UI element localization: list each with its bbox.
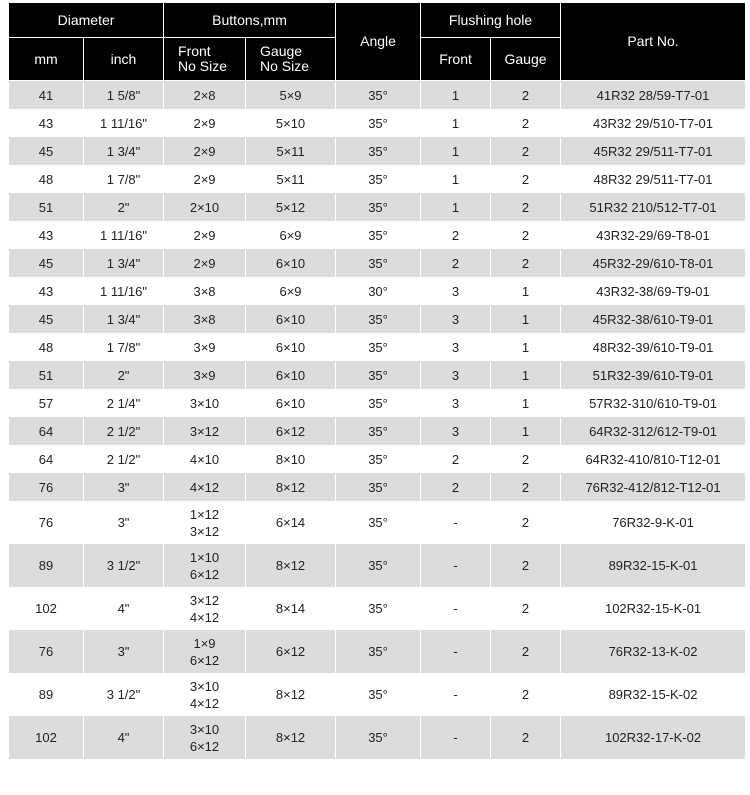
cell-mm: 45	[9, 305, 84, 333]
front-size-line: 6×12	[189, 738, 220, 754]
cell-mm: 102	[9, 587, 84, 630]
front-size-line: 2×8	[193, 87, 216, 103]
front-size-line: 3×12	[189, 592, 220, 608]
cell-front	[164, 81, 246, 110]
cell-angle: 35°	[336, 587, 421, 630]
cell-part-no: 45R32-38/610-T9-01	[561, 305, 746, 333]
front-size-line: 2×10	[189, 199, 220, 215]
front-size-line: 2×9	[193, 227, 216, 243]
front-size-line: 6×12	[189, 652, 220, 668]
cell-inch: 1 3/4"	[84, 249, 164, 277]
cell-part-no: 51R32 210/512-T7-01	[561, 193, 746, 221]
cell-front	[164, 673, 246, 716]
cell-gauge: 6×10	[246, 361, 336, 389]
cell-part-no: 64R32-312/612-T9-01	[561, 417, 746, 445]
table-row	[9, 630, 746, 673]
cell-mm: 51	[9, 361, 84, 389]
cell-mm: 43	[9, 221, 84, 249]
cell-flush-gauge: 2	[491, 221, 561, 249]
cell-inch: 1 3/4"	[84, 305, 164, 333]
cell-flush-gauge: 2	[491, 445, 561, 473]
cell-front	[164, 249, 246, 277]
cell-flush-gauge: 2	[491, 630, 561, 673]
front-size-line: 4×12	[189, 609, 220, 625]
cell-angle: 35°	[336, 417, 421, 445]
cell-mm: 57	[9, 389, 84, 417]
header-buttons: Buttons,mm	[164, 3, 336, 38]
cell-flush-gauge: 2	[491, 501, 561, 544]
cell-flush-front: 3	[421, 389, 491, 417]
cell-mm: 64	[9, 445, 84, 473]
cell-front	[164, 109, 246, 137]
cell-inch: 2 1/2"	[84, 445, 164, 473]
table-row	[9, 544, 746, 587]
cell-flush-gauge: 2	[491, 137, 561, 165]
cell-inch: 1 11/16"	[84, 277, 164, 305]
cell-part-no: 89R32-15-K-01	[561, 544, 746, 587]
cell-mm: 64	[9, 417, 84, 445]
cell-flush-front: 1	[421, 193, 491, 221]
cell-flush-gauge: 1	[491, 361, 561, 389]
header-inch: inch	[84, 38, 164, 81]
cell-angle: 35°	[336, 445, 421, 473]
cell-flush-front: 3	[421, 417, 491, 445]
cell-front	[164, 445, 246, 473]
front-size-line: 3×10	[189, 395, 220, 411]
cell-inch: 2 1/4"	[84, 389, 164, 417]
cell-gauge: 6×10	[246, 333, 336, 361]
cell-gauge: 6×10	[246, 389, 336, 417]
cell-angle: 35°	[336, 544, 421, 587]
cell-part-no: 43R32-38/69-T9-01	[561, 277, 746, 305]
cell-mm: 48	[9, 333, 84, 361]
cell-angle: 35°	[336, 673, 421, 716]
table-row	[9, 193, 746, 221]
cell-flush-gauge: 2	[491, 473, 561, 501]
cell-inch: 3 1/2"	[84, 673, 164, 716]
cell-flush-front: 1	[421, 81, 491, 110]
spec-table-container	[8, 2, 745, 759]
cell-mm: 51	[9, 193, 84, 221]
table-row	[9, 445, 746, 473]
cell-gauge: 8×10	[246, 445, 336, 473]
table-row	[9, 673, 746, 716]
cell-inch: 2"	[84, 193, 164, 221]
cell-front	[164, 277, 246, 305]
spec-table	[8, 2, 746, 759]
cell-gauge: 6×12	[246, 417, 336, 445]
cell-mm: 89	[9, 673, 84, 716]
cell-front	[164, 333, 246, 361]
header-flush-front: Front	[421, 38, 491, 81]
cell-angle: 35°	[336, 473, 421, 501]
cell-inch: 3"	[84, 473, 164, 501]
cell-flush-front: -	[421, 673, 491, 716]
front-size-line: 3×12	[189, 423, 220, 439]
cell-flush-gauge: 2	[491, 81, 561, 110]
cell-inch: 1 7/8"	[84, 165, 164, 193]
cell-flush-front: 3	[421, 277, 491, 305]
cell-flush-front: 1	[421, 165, 491, 193]
header-flush-gauge: Gauge	[491, 38, 561, 81]
cell-inch: 1 5/8"	[84, 81, 164, 110]
cell-front	[164, 193, 246, 221]
cell-mm: 41	[9, 81, 84, 110]
front-size-line: 3×12	[189, 523, 220, 539]
cell-angle: 35°	[336, 361, 421, 389]
cell-front	[164, 221, 246, 249]
header-front-line1: Front	[178, 43, 211, 59]
cell-angle: 35°	[336, 81, 421, 110]
table-row	[9, 473, 746, 501]
front-size-line: 3×8	[193, 283, 216, 299]
table-row	[9, 305, 746, 333]
cell-flush-gauge: 1	[491, 389, 561, 417]
cell-flush-front: 3	[421, 361, 491, 389]
cell-front	[164, 417, 246, 445]
front-size-line: 4×10	[189, 451, 220, 467]
cell-flush-gauge: 2	[491, 249, 561, 277]
cell-part-no: 102R32-15-K-01	[561, 587, 746, 630]
table-row	[9, 501, 746, 544]
cell-flush-front: -	[421, 716, 491, 759]
front-size-line: 4×12	[189, 695, 220, 711]
front-size-line: 2×9	[193, 115, 216, 131]
cell-flush-front: 1	[421, 137, 491, 165]
cell-front	[164, 361, 246, 389]
cell-part-no: 51R32-39/610-T9-01	[561, 361, 746, 389]
cell-gauge: 8×12	[246, 473, 336, 501]
cell-flush-front: -	[421, 587, 491, 630]
table-row	[9, 81, 746, 110]
table-row	[9, 109, 746, 137]
cell-angle: 35°	[336, 165, 421, 193]
table-row	[9, 389, 746, 417]
cell-inch: 2"	[84, 361, 164, 389]
table-row	[9, 165, 746, 193]
table-header	[9, 3, 746, 81]
cell-mm: 45	[9, 137, 84, 165]
cell-part-no: 48R32 29/511-T7-01	[561, 165, 746, 193]
front-size-line: 3×10	[189, 678, 220, 694]
cell-gauge: 8×12	[246, 544, 336, 587]
cell-flush-gauge: 1	[491, 305, 561, 333]
cell-part-no: 76R32-9-K-01	[561, 501, 746, 544]
header-front-line2: No Size	[178, 58, 228, 74]
cell-flush-front: 2	[421, 249, 491, 277]
cell-inch: 1 11/16"	[84, 109, 164, 137]
cell-part-no: 64R32-410/810-T12-01	[561, 445, 746, 473]
cell-front	[164, 544, 246, 587]
cell-mm: 45	[9, 249, 84, 277]
cell-flush-gauge: 1	[491, 277, 561, 305]
cell-angle: 35°	[336, 109, 421, 137]
cell-part-no: 43R32 29/510-T7-01	[561, 109, 746, 137]
cell-gauge: 6×10	[246, 249, 336, 277]
cell-mm: 102	[9, 716, 84, 759]
cell-gauge: 6×9	[246, 221, 336, 249]
header-gauge-no-size	[246, 38, 336, 81]
cell-gauge: 6×9	[246, 277, 336, 305]
front-size-line: 1×10	[189, 549, 220, 565]
cell-inch: 4"	[84, 587, 164, 630]
cell-flush-front: -	[421, 501, 491, 544]
cell-flush-gauge: 1	[491, 417, 561, 445]
cell-flush-gauge: 2	[491, 193, 561, 221]
cell-part-no: 45R32 29/511-T7-01	[561, 137, 746, 165]
cell-flush-front: 1	[421, 109, 491, 137]
front-size-line: 4×12	[189, 479, 220, 495]
cell-angle: 35°	[336, 501, 421, 544]
cell-inch: 1 3/4"	[84, 137, 164, 165]
front-size-line: 1×9	[193, 635, 216, 651]
header-mm: mm	[9, 38, 84, 81]
cell-angle: 35°	[336, 249, 421, 277]
cell-angle: 30°	[336, 277, 421, 305]
header-diameter: Diameter	[9, 3, 164, 38]
front-size-line: 3×9	[193, 367, 216, 383]
header-part-no: Part No.	[561, 3, 746, 81]
cell-part-no: 48R32-39/610-T9-01	[561, 333, 746, 361]
cell-gauge: 5×9	[246, 81, 336, 110]
cell-front	[164, 165, 246, 193]
cell-inch: 4"	[84, 716, 164, 759]
cell-mm: 43	[9, 109, 84, 137]
cell-part-no: 57R32-310/610-T9-01	[561, 389, 746, 417]
table-row	[9, 333, 746, 361]
cell-gauge: 8×12	[246, 673, 336, 716]
cell-mm: 76	[9, 501, 84, 544]
cell-gauge: 5×11	[246, 165, 336, 193]
cell-part-no: 41R32 28/59-T7-01	[561, 81, 746, 110]
cell-front	[164, 630, 246, 673]
front-size-line: 3×9	[193, 339, 216, 355]
cell-flush-gauge: 2	[491, 109, 561, 137]
cell-mm: 48	[9, 165, 84, 193]
cell-flush-gauge: 2	[491, 716, 561, 759]
table-row	[9, 361, 746, 389]
cell-gauge: 5×10	[246, 109, 336, 137]
cell-mm: 76	[9, 473, 84, 501]
cell-front	[164, 137, 246, 165]
cell-flush-front: -	[421, 544, 491, 587]
table-row	[9, 716, 746, 759]
cell-front	[164, 587, 246, 630]
front-size-line: 3×10	[189, 721, 220, 737]
cell-flush-front: -	[421, 630, 491, 673]
cell-angle: 35°	[336, 389, 421, 417]
cell-flush-front: 2	[421, 221, 491, 249]
front-size-line: 2×9	[193, 143, 216, 159]
table-row	[9, 221, 746, 249]
cell-mm: 43	[9, 277, 84, 305]
header-angle: Angle	[336, 3, 421, 81]
front-size-line: 3×8	[193, 311, 216, 327]
cell-inch: 1 7/8"	[84, 333, 164, 361]
cell-front	[164, 389, 246, 417]
cell-inch: 2 1/2"	[84, 417, 164, 445]
table-row	[9, 277, 746, 305]
cell-flush-gauge: 2	[491, 587, 561, 630]
cell-front	[164, 305, 246, 333]
cell-front	[164, 716, 246, 759]
cell-flush-gauge: 2	[491, 673, 561, 716]
table-row	[9, 137, 746, 165]
front-size-line: 2×9	[193, 171, 216, 187]
cell-part-no: 89R32-15-K-02	[561, 673, 746, 716]
cell-part-no: 102R32-17-K-02	[561, 716, 746, 759]
header-front-no-size	[164, 38, 246, 81]
cell-gauge: 5×11	[246, 137, 336, 165]
cell-gauge: 8×12	[246, 716, 336, 759]
cell-flush-front: 2	[421, 473, 491, 501]
cell-part-no: 43R32-29/69-T8-01	[561, 221, 746, 249]
cell-angle: 35°	[336, 716, 421, 759]
header-gauge-line2: No Size	[260, 58, 310, 74]
cell-inch: 1 11/16"	[84, 221, 164, 249]
cell-front	[164, 473, 246, 501]
cell-flush-front: 2	[421, 445, 491, 473]
front-size-line: 1×12	[189, 506, 220, 522]
cell-flush-gauge: 2	[491, 165, 561, 193]
cell-angle: 35°	[336, 193, 421, 221]
table-row	[9, 417, 746, 445]
table-row	[9, 587, 746, 630]
cell-gauge: 5×12	[246, 193, 336, 221]
header-flushing-hole: Flushing hole	[421, 3, 561, 38]
cell-part-no: 76R32-13-K-02	[561, 630, 746, 673]
table-row	[9, 249, 746, 277]
cell-flush-front: 3	[421, 333, 491, 361]
cell-inch: 3 1/2"	[84, 544, 164, 587]
table-body	[9, 81, 746, 760]
cell-gauge: 8×14	[246, 587, 336, 630]
cell-inch: 3"	[84, 501, 164, 544]
cell-part-no: 76R32-412/812-T12-01	[561, 473, 746, 501]
cell-gauge: 6×12	[246, 630, 336, 673]
cell-angle: 35°	[336, 221, 421, 249]
header-gauge-line1: Gauge	[260, 43, 303, 59]
front-size-line: 6×12	[189, 566, 220, 582]
cell-front	[164, 501, 246, 544]
cell-flush-gauge: 1	[491, 333, 561, 361]
cell-mm: 76	[9, 630, 84, 673]
front-size-line: 2×9	[193, 255, 216, 271]
cell-flush-front: 3	[421, 305, 491, 333]
cell-angle: 35°	[336, 333, 421, 361]
cell-flush-gauge: 2	[491, 544, 561, 587]
cell-gauge: 6×14	[246, 501, 336, 544]
cell-angle: 35°	[336, 137, 421, 165]
cell-angle: 35°	[336, 305, 421, 333]
cell-mm: 89	[9, 544, 84, 587]
cell-gauge: 6×10	[246, 305, 336, 333]
cell-inch: 3"	[84, 630, 164, 673]
cell-part-no: 45R32-29/610-T8-01	[561, 249, 746, 277]
cell-angle: 35°	[336, 630, 421, 673]
